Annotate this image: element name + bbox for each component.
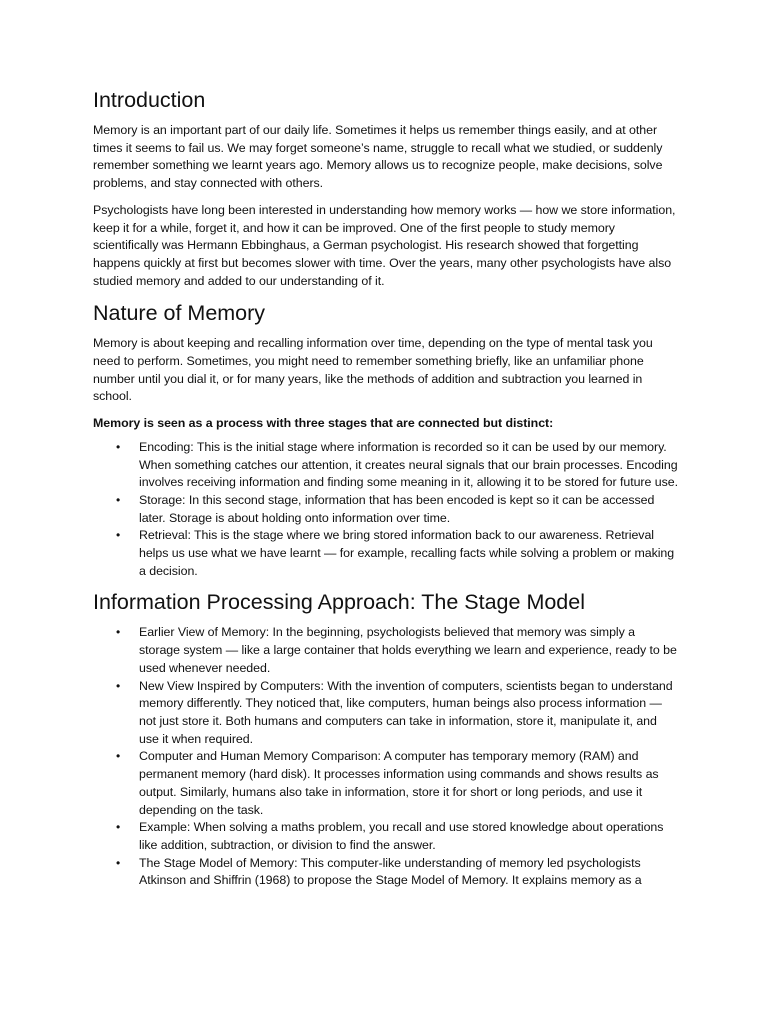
list-item-text: Computer and Human Memory Comparison: A computer has temporary memory (RAM) and permanent memory (hard disk). It processes information using commands and shows results as output. Similarly, humans also take in information, store it for short or long periods, and use it depending on the task. — [139, 749, 659, 817]
list-item — [93, 527, 678, 580]
bullet-icon: • — [116, 439, 121, 454]
list-item — [93, 492, 678, 527]
ipa-list — [93, 624, 678, 890]
heading-introduction: Introduction — [93, 88, 206, 112]
paragraph: Memory is about keeping and recalling information over time, depending on the type of mental task you need to perform. Sometimes, you might need to remember something briefly, like an unfamiliar phone number until you dial it, or for many years, like the methods of addition and subtraction you learned in school. — [93, 336, 653, 404]
list-item — [93, 819, 678, 854]
list-item-text: Encoding: This is the initial stage where information is recorded so it can be used by our memory. When something catches our attention, it creates neural signals that our brain processes. Encoding involves receiving information and finding some meaning in it, allowing it to be stored for future use. — [139, 439, 678, 490]
bullet-icon: • — [116, 749, 121, 764]
list-item — [93, 624, 678, 677]
bullet-icon: • — [116, 625, 121, 640]
list-item-text: Example: When solving a maths problem, you recall and use stored knowledge about operations like addition, subtraction, or division to find the answer. — [139, 820, 664, 852]
bullet-icon: • — [116, 820, 121, 835]
stages-list — [93, 439, 678, 581]
bullet-icon: • — [116, 855, 121, 870]
bold-lead-paragraph: Memory is seen as a process with three stages that are connected but distinct: — [93, 416, 554, 431]
heading-nature-of-memory: Nature of Memory — [93, 301, 266, 326]
bullet-icon: • — [116, 678, 121, 693]
list-item-text: The Stage Model of Memory: This computer-like understanding of memory led psychologists Atkinson and Shiffrin (1968) to propose the Stage Model of Memory. It explains memory as a — [139, 855, 642, 888]
paragraph: Psychologists have long been interested in understanding how memory works — how we store information, keep it for a while, forget it, and how it can be improved. One of the first people to study memory scientifically was Hermann Ebbinghaus, a German psychologist. His research showed that forgetting happens quickly at first but becomes slower with time. Over the years, many other psychologists have also studied memory and added to our understanding of it. — [93, 202, 676, 288]
document-body — [93, 86, 678, 898]
paragraph: Memory is an important part of our daily life. Sometimes it helps us remember things easily, and at other times it seems to fail us. We may forget someone’s name, struggle to recall what we studied, or suddenly remember something we learnt years ago. Memory allows us to recognize people, make decisions, solve problems, and stay connected with others. — [93, 123, 663, 191]
list-item-text: Earlier View of Memory: In the beginning, psychologists believed that memory was simply a storage system — like a large container that holds everything we learn and experience, ready to be used whenever needed. — [139, 625, 677, 675]
bullet-icon: • — [116, 528, 121, 543]
list-item — [93, 439, 678, 492]
list-item-text: Retrieval: This is the stage where we bring stored information back to our awareness. Retrieval helps us use what we have learnt — for example, recalling facts while solving a problem or making a decision. — [139, 528, 675, 578]
list-item-text: New View Inspired by Computers: With the invention of computers, scientists began to understand memory differently. They noticed that, like computers, human beings also process information — not just store it. Both humans and computers can take in information, store it, manipulate it, and use it when required. — [139, 678, 673, 746]
list-item-text: Storage: In this second stage, information that has been encoded is kept so it can be accessed later. Storage is about holding onto information over time. — [139, 492, 655, 525]
list-item — [93, 678, 678, 749]
heading-information-processing: Information Processing Approach: The Stage Model — [93, 590, 586, 615]
bullet-icon: • — [116, 492, 121, 507]
list-item — [93, 855, 678, 890]
list-item — [93, 748, 678, 819]
